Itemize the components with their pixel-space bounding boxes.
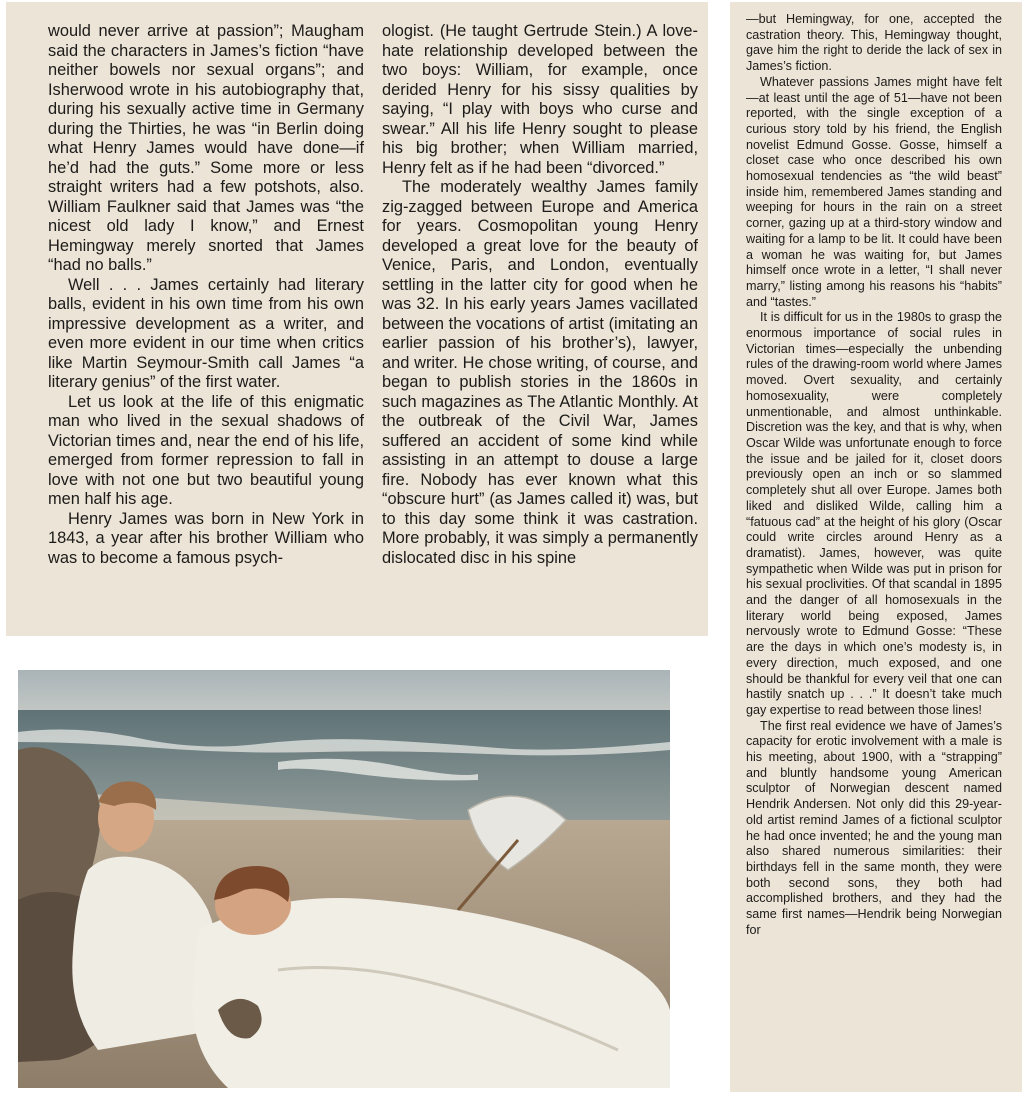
paragraph: Henry James was born in New York in 1843, a year after his brother William who was to become a famous psych- <box>48 509 364 567</box>
top-left-column <box>48 22 364 636</box>
beach-photo <box>18 670 670 1088</box>
paragraph: ologist. (He taught Gertrude Stein.) A love-hate relationship developed between the two boys: William, for example, once derided Henry for his sissy qualities by saying, “I play with boys who curse and swear.” All his life Henry sought to please his big brother; when William married, Henry felt as if he had been “divorced.” <box>382 22 698 177</box>
sky <box>18 670 670 712</box>
paragraph: Let us look at the life of this enigmatic man who lived in the sexual shadows of Victorian times and, near the end of his life, emerged from former repression to fall in love with not one but two beautiful young men half his age. <box>48 392 364 508</box>
paragraph: Well . . . James certainly had literary balls, evident in his own time from his own impressive development as a writer, and even more evident in our time when critics like Martin Seymour-Smith call James “a literary genius” of the first water. <box>48 275 364 391</box>
top-text-panel <box>6 2 708 636</box>
paragraph: It is difficult for us in the 1980s to grasp the enormous importance of social rules in Victorian times—especially the unbending rules of the drawing-room world where James moved. Overt sexuality, and certainly homosexuality, were completely unmentionable, and almost unthinkable. Discretion was the key, and that is why, when Oscar Wilde was unfortunate enough to force the issue and be jailed for it, closet doors previously open an inch or so slammed completely shut all over Europe. James both liked and disliked Wilde, calling him a “fatuous cad” at the height of his glory (Oscar could write circles around Henry as a dramatist). James, however, was quite sympathetic when Wilde was put in prison for his sexual proclivities. Of that scandal in 1895 and the danger of all homosexuals in the literary world being exposed, James nervously wrote to Edmund Gosse: “These are the days in which one’s modesty is, in every direction, much exposed, and one should be thankful for every veil that one can hastily snatch up . . .” It doesn’t take much gay expertise to read between those lines! <box>746 310 1002 717</box>
paragraph: The moderately wealthy James family zig-zagged between Europe and America for years. Cosmopolitan young Henry developed a great love for the beauty of Venice, Paris, and London, eventually settling in the latter city for good when he was 32. In his early years James vacillated between the vocations of artist (imitating an earlier passion of his brother’s), lawyer, and writer. He chose writing, of course, and began to publish stories in the 1860s in such magazines as The Atlantic Monthly. At the outbreak of the Civil War, James suffered an accident of some kind while assisting in an attempt to douse a large fire. Nobody has ever known what this “obscure hurt” (as James called it) was, but to this day some think it was castration. More probably, it was simply a permanently dislocated disc in his spine <box>382 178 698 567</box>
paragraph: —but Hemingway, for one, accepted the castration theory. This, Hemingway thought, gave him the right to deride the lack of sex in James’s fiction. <box>746 12 1002 74</box>
beach-photo-illustration <box>18 670 670 1088</box>
paragraph: The first real evidence we have of James’s capacity for erotic involvement with a male is his meeting, about 1900, with a “strapping” and bluntly handsome young American sculptor of Norwegian descent named Hendrik Andersen. Not only did this 29-year-old artist remind James of a fictional sculptor he had once invented; he and the young man also shared numerous similarities: their birthdays fell in the same month, they were both second sons, they both had accomplished brothers, and they had the same first names—Hendrik being Norwegian for <box>746 718 1002 937</box>
paragraph: would never arrive at passion”; Maugham said the characters in James’s fiction “have neither bowels nor sexual organs”; and Isherwood wrote in his autobiography that, during his sexually active time in Germany during the Thirties, he was “in Berlin doing what Henry James would have done—if he’d had the guts.” Some more or less straight writers had a few potshots, also. William Faulkner said that James was “the nicest old lady I know,” and Ernest Hemingway merely snorted that James “had no balls.” <box>48 22 364 274</box>
top-right-column <box>382 22 698 636</box>
right-text-column <box>730 2 1022 1092</box>
paragraph: Whatever passions James might have felt—at least until the age of 51—have not been reported, with the single exception of a curious story told by his friend, the English novelist Edmund Gosse. Gosse, himself a closet case who once described his own homosexual tendencies as “the wild beast” inside him, remembered James standing and weeping for hours in the rain on a street corner, gazing up at a third-story window and waiting for a lamp to be lit. It could have been a woman he was waiting for, but James himself once wrote in a letter, “I shall never marry,” listing among his reasons his “habits” and “tastes.” <box>746 74 1002 309</box>
